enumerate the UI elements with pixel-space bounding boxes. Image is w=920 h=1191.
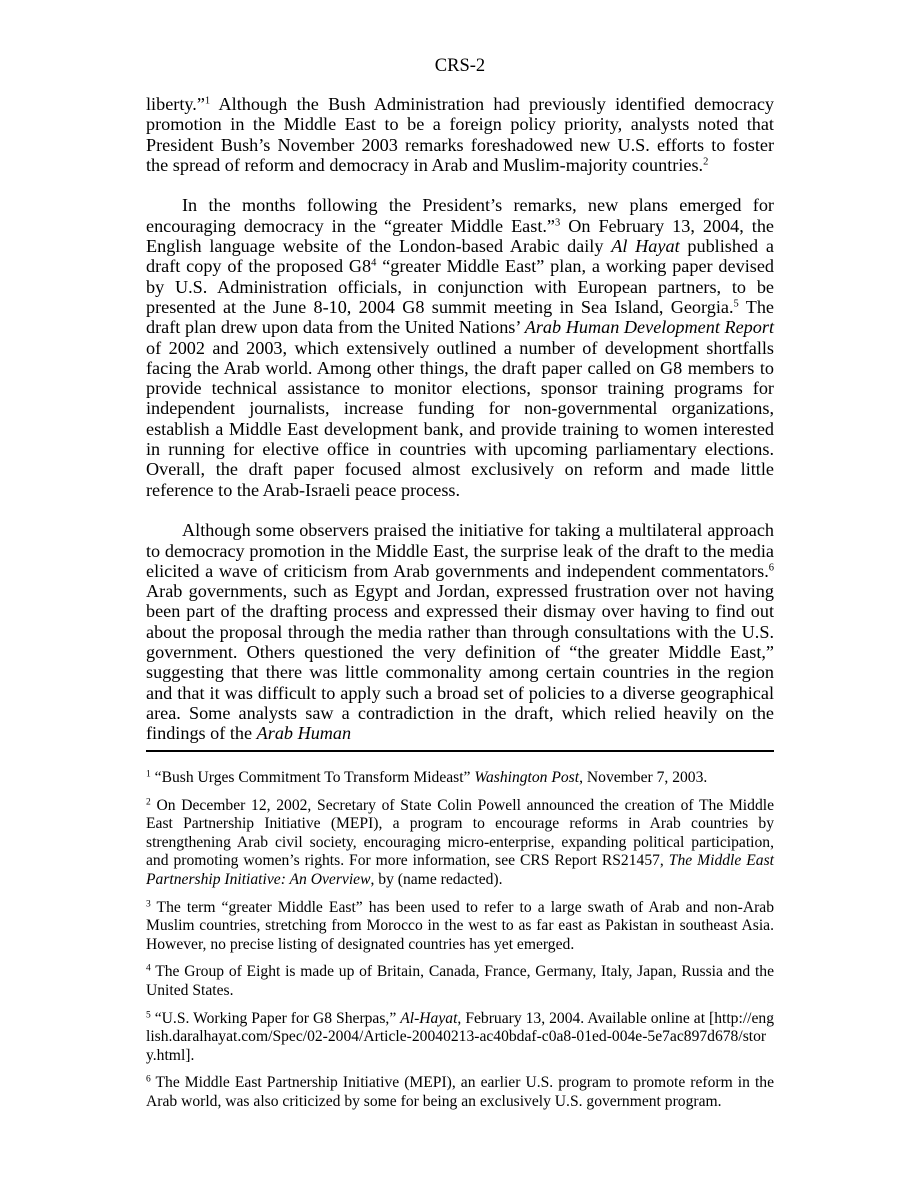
footnote-6 xyxy=(146,1074,774,1111)
footnote-italic: Al-Hayat xyxy=(400,1009,458,1027)
footnote-ref-6[interactable]: 6 xyxy=(768,562,774,574)
footnote-4 xyxy=(146,963,774,1000)
footnote-ref-4[interactable]: 4 xyxy=(371,258,377,270)
footnote-3 xyxy=(146,899,774,955)
italic-report-title: Arab Human xyxy=(256,723,352,744)
footnote-italic: The Middle East Partnership Initiative: An Overview xyxy=(146,852,774,888)
footnote-text: , by (name redacted). xyxy=(370,870,503,888)
main-body xyxy=(146,94,774,744)
footnote-italic: Washington Post xyxy=(474,769,580,786)
footnote-ref-1[interactable]: 1 xyxy=(204,95,211,107)
footnote-5 xyxy=(146,1010,774,1066)
text-run: liberty.” xyxy=(146,94,205,114)
footnote-number: 4 xyxy=(146,963,151,974)
footnotes-section xyxy=(146,769,774,1112)
footnote-text: The term “greater Middle East” has been used to refer to a large swath of Arab and non-Arab Muslim countries, stretching from Morocco in the west to as far east as Pakistan in southeast Asia. However, no precise listing of designated countries has yet emerged. xyxy=(146,898,774,953)
paragraph-3 xyxy=(146,520,774,743)
text-run: published a draft copy of the proposed G8 xyxy=(146,236,774,277)
footnote-number: 3 xyxy=(146,898,151,909)
italic-report-title: Arab Human Development Report xyxy=(524,317,775,338)
text-run: The draft plan drew upon data from the United Nations’ xyxy=(146,296,774,338)
footnote-text: . xyxy=(190,1046,195,1064)
footnote-text: “Bush Urges Commitment To Transform Mideast” xyxy=(150,769,475,786)
footnote-divider xyxy=(146,750,774,752)
footnote-text: The Middle East Partnership Initiative (MEPI), an earlier U.S. program to promote reform in the Arab world, was also criticized by some for being an exclusively U.S. government program. xyxy=(146,1074,774,1110)
italic-publication: Al Hayat xyxy=(611,236,680,257)
footnote-text: On December 12, 2002, Secretary of State Colin Powell announced the creation of The Middle East Partnership Initiative (MEPI), a program to encourage reforms in Arab countries by strengthening Arab civil society, encouraging micro-enterprise, expanding political participation, and promoting women’s rights. For more information, see CRS Report RS21457, xyxy=(146,796,774,870)
footnote-number: 2 xyxy=(146,796,151,807)
page-header: CRS-2 xyxy=(434,56,486,76)
text-run: “greater Middle East” plan, a working paper devised by U.S. Administration officials, in conjunction with European partners, to be presented at the June 8-10, 2004 G8 summit meeting in Sea Island, Georgia. xyxy=(146,256,774,317)
footnote-url-link[interactable]: [http://english.daralhayat.com/Spec/02-2004/Article-20040213-ac40bdaf-c0a8-01ed-004e-5e7ac897d678/story.html] xyxy=(146,1009,774,1064)
footnote-number: 1 xyxy=(146,769,151,780)
footnote-number: 6 xyxy=(146,1074,151,1085)
footnote-text: “U.S. Working Paper for G8 Sherpas,” xyxy=(150,1009,401,1027)
footnote-ref-2[interactable]: 2 xyxy=(703,156,709,168)
text-run: of 2002 and 2003, which extensively outlined a number of development shortfalls facing the Arab world. Among other things, the draft paper called on G8 members to provide technical assistance to monitor elections, sponsor training programs for independent journalists, increase funding for non-governmental organizations, establish a Middle East development bank, and provide training to women interested in running for elective office in countries with upcoming parliamentary elections. Overall, the draft paper focused almost exclusively on reform and made little reference to the Arab-Israeli peace process. xyxy=(146,337,774,500)
paragraph-2 xyxy=(146,195,774,499)
footnote-ref-5[interactable]: 5 xyxy=(733,298,739,310)
text-run: Arab governments, such as Egypt and Jordan, expressed frustration over not having been part of the drafting process and expressed their dismay over having to find out about the proposal through the media rather than through consultations with the U.S. government. Others questioned the very definition of “the greater Middle East,” suggesting that there was little commonality among certain countries in the region and that it was difficult to apply such a broad set of policies to a diverse geographical area. Some analysts saw a contradiction in the draft, which relied heavily on the findings of the xyxy=(146,581,774,744)
footnote-text: , November 7, 2003. xyxy=(579,769,708,786)
footnote-ref-3[interactable]: 3 xyxy=(555,217,561,229)
text-run: Although the Bush Administration had previously identified democracy promotion in the Middle East to be a foreign policy priority, analysts noted that President Bush’s November 2003 remarks foreshadowed new U.S. efforts to foster the spread of reform and democracy in Arab and Muslim-majority countries. xyxy=(146,94,774,175)
footnote-text: The Group of Eight is made up of Britain, Canada, France, Germany, Italy, Japan, Russia and the United States. xyxy=(146,963,774,999)
footnote-1 xyxy=(146,769,774,788)
text-run: On February 13, 2004, the English language website of the London-based Arabic daily xyxy=(146,215,774,257)
text-run: Although some observers praised the initiative for taking a multilateral approach to democracy promotion in the Middle East, the surprise leak of the draft to the media elicited a wave of criticism from Arab governments and independent commentators. xyxy=(146,520,774,581)
text-run: In the months following the President’s remarks, new plans emerged for encouraging democracy in the “greater Middle East.” xyxy=(146,195,774,236)
footnote-2 xyxy=(146,797,774,890)
footnote-number: 5 xyxy=(146,1009,151,1020)
footnote-text: , February 13, 2004. Available online at xyxy=(457,1009,710,1027)
paragraph-1 xyxy=(146,94,774,175)
